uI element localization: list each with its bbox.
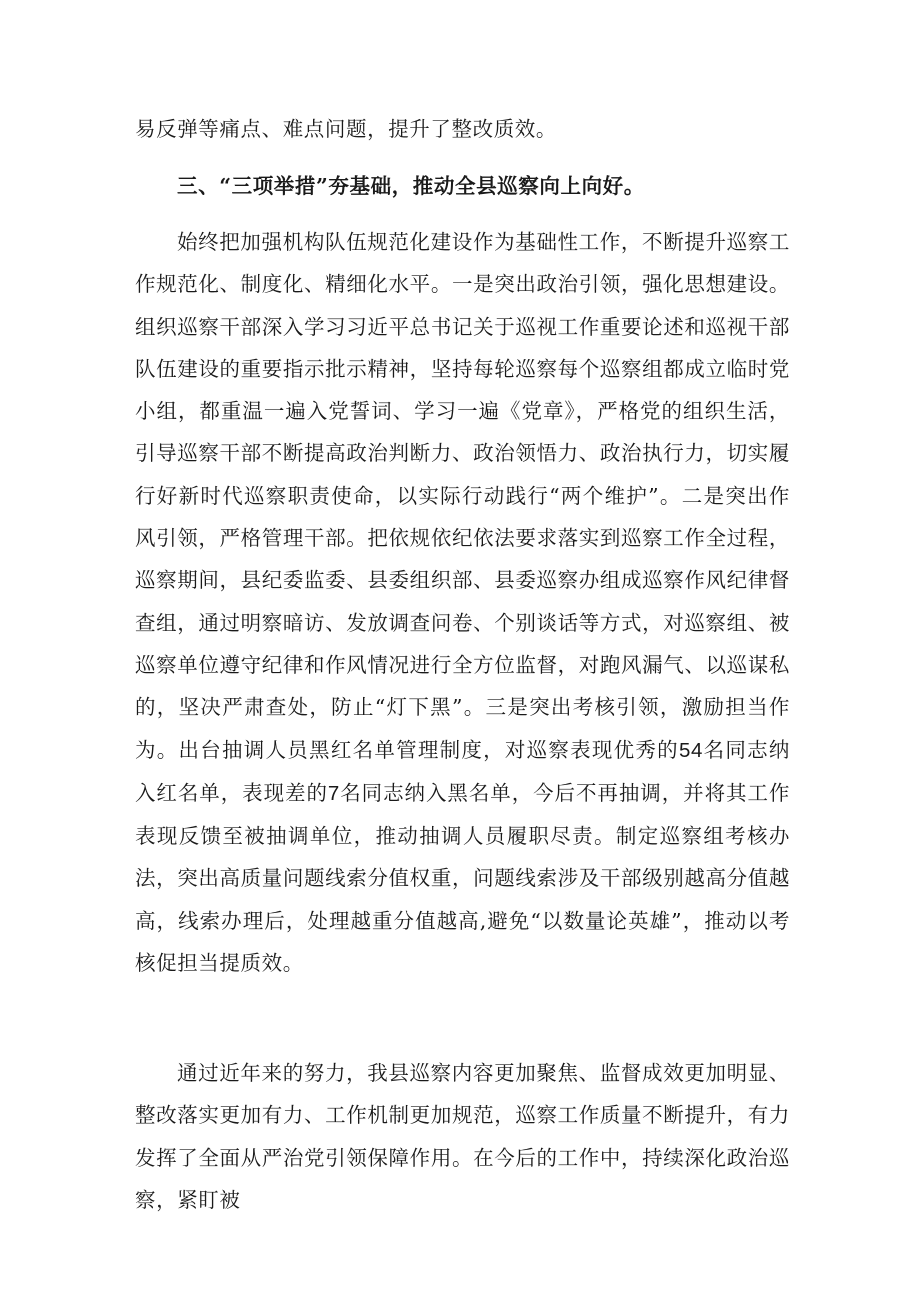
black-list-count: 7	[327, 781, 340, 805]
paragraph-final: 通过近年来的努力，我县巡察内容更加聚焦、监督成效更加明显、整改落实更加有力、工作机制更加规范，巡察工作质量不断提升，有力发挥了全面从严治党引领保障作用。在今后的工作中，持续深化政治巡察，紧盯被	[135, 1061, 790, 1212]
paragraph-main-text-3: 名同志纳入黑名单，今后不再抽调，并将其工作表现反馈至被抽调单位，推动抽调人员履职尽责。制定巡察组考核办法，突出高质量问题线索分值权重，问题线索涉及干部级别越高分值越高，线索办理后，处理越重分值越高,避免“以数量论英雄”，推动以考核促担当提质效。	[135, 780, 790, 976]
paragraph-continuation: 易反弹等痛点、难点问题，提升了整改质效。	[135, 117, 557, 141]
paragraph-main	[135, 221, 790, 984]
paragraph-main-text-1: 始终把加强机构队伍规范化建设作为基础性工作，不断提升巡察工作规范化、制度化、精细化水平。一是突出政治引领，强化思想建设。组织巡察干部深入学习习近平总书记关于巡视工作重要论述和巡视干部队伍建设的重要指示批示精神，坚持每轮巡察每个巡察组都成立临时党小组，都重温一遍入党誓词、学习一遍《党章》，严格党的组织生活，引导巡察干部不断提高政治判断力、政治领悟力、政治执行力，切实履行好新时代巡察职责使命，以实际行动践行“两个维护”。二是突出作风引领，严格管理干部。把依规依纪依法要求落实到巡察工作全过程，巡察期间，县纪委监委、县委组织部、县委巡察办组成巡察作风纪律督查组，通过明察暗访、发放调查问卷、个别谈话等方式，对巡察组、被巡察单位遵守纪律和作风情况进行全方位监督，对跑风漏气、以巡谋私的，坚决严肃查处，防止“灯下黑”。三是突出考核引领，激励担当作为。出台抽调人员黑红名单管理制度，对巡察表现优秀的	[135, 230, 790, 762]
section-heading: 三、“三项举措”夯基础，推动全县巡察向上向好。	[177, 174, 645, 198]
paragraph-main-text-2: 名同志纳入红名单，表现差的	[135, 737, 791, 805]
red-list-count: 54	[678, 738, 703, 762]
